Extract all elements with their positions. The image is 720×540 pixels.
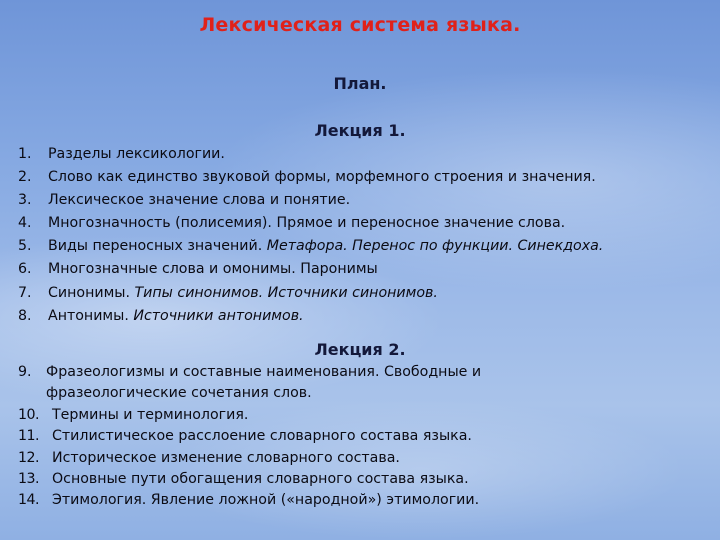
item-text: Фразеологизмы и составные наименования. Свободные и фразеологические сочетания слов. — [46, 364, 482, 402]
item-text: Слово как единство звуковой формы, морфемного строения и значения. — [48, 169, 596, 186]
list-item — [18, 448, 708, 469]
list-item — [18, 426, 708, 447]
item-number: 3. — [18, 192, 32, 209]
list-item — [18, 469, 708, 490]
item-number: 10. — [18, 406, 40, 423]
item-text: Многозначность (полисемия). Прямое и переносное значение слова. — [48, 215, 566, 232]
item-text: Синонимы. — [48, 284, 135, 301]
item-number: 13. — [18, 471, 40, 488]
list-item — [18, 362, 708, 405]
list-item — [18, 282, 708, 305]
item-number: 5. — [18, 238, 32, 255]
item-italic-text: Метафора. Перенос по функции. Синекдоха. — [266, 238, 604, 255]
list-item — [18, 189, 708, 212]
lecture-2-heading: Лекция 2. — [314, 340, 406, 359]
list-item — [18, 212, 708, 235]
item-number: 14. — [18, 492, 40, 509]
item-number: 4. — [18, 215, 32, 232]
item-text: Разделы лексикологии. — [48, 146, 225, 162]
lecture-1-heading: Лекция 1. — [314, 121, 406, 140]
item-number: 11. — [18, 428, 40, 445]
item-number: 12. — [18, 449, 40, 466]
list-item — [18, 405, 708, 426]
item-text: Антонимы. — [48, 307, 134, 324]
item-text: Основные пути обогащения словарного состава языка. — [52, 471, 469, 488]
item-number: 1. — [18, 146, 32, 162]
item-text: Многозначные слова и омонимы. Паронимы — [48, 261, 378, 278]
item-text: Виды переносных значений. — [48, 238, 267, 255]
list-item — [18, 166, 708, 189]
item-number: 8. — [18, 307, 32, 324]
item-text: Стилистическое расслоение словарного состава языка. — [52, 428, 472, 445]
item-number: 7. — [18, 284, 32, 301]
item-text: Термины и терминология. — [52, 406, 249, 423]
item-number: 9. — [18, 364, 32, 380]
lecture-1-list — [18, 143, 708, 328]
list-item — [18, 305, 708, 328]
item-number: 2. — [18, 169, 32, 186]
item-number: 6. — [18, 261, 32, 278]
list-item — [18, 490, 708, 511]
item-text: Историческое изменение словарного состава. — [52, 449, 400, 466]
list-item — [18, 258, 708, 281]
item-italic-text: Источники антонимов. — [133, 307, 304, 324]
list-item — [18, 235, 708, 258]
item-text: Лексическое значение слова и понятие. — [48, 192, 351, 209]
item-italic-text: Типы синонимов. Источники синонимов. — [134, 284, 438, 301]
slide-title: Лексическая система языка. — [199, 14, 521, 36]
lecture-2-list — [18, 362, 708, 512]
plan-heading: План. — [333, 74, 387, 93]
list-item — [18, 143, 708, 166]
item-text: Этимология. Явление ложной («народной») этимологии. — [52, 492, 480, 509]
